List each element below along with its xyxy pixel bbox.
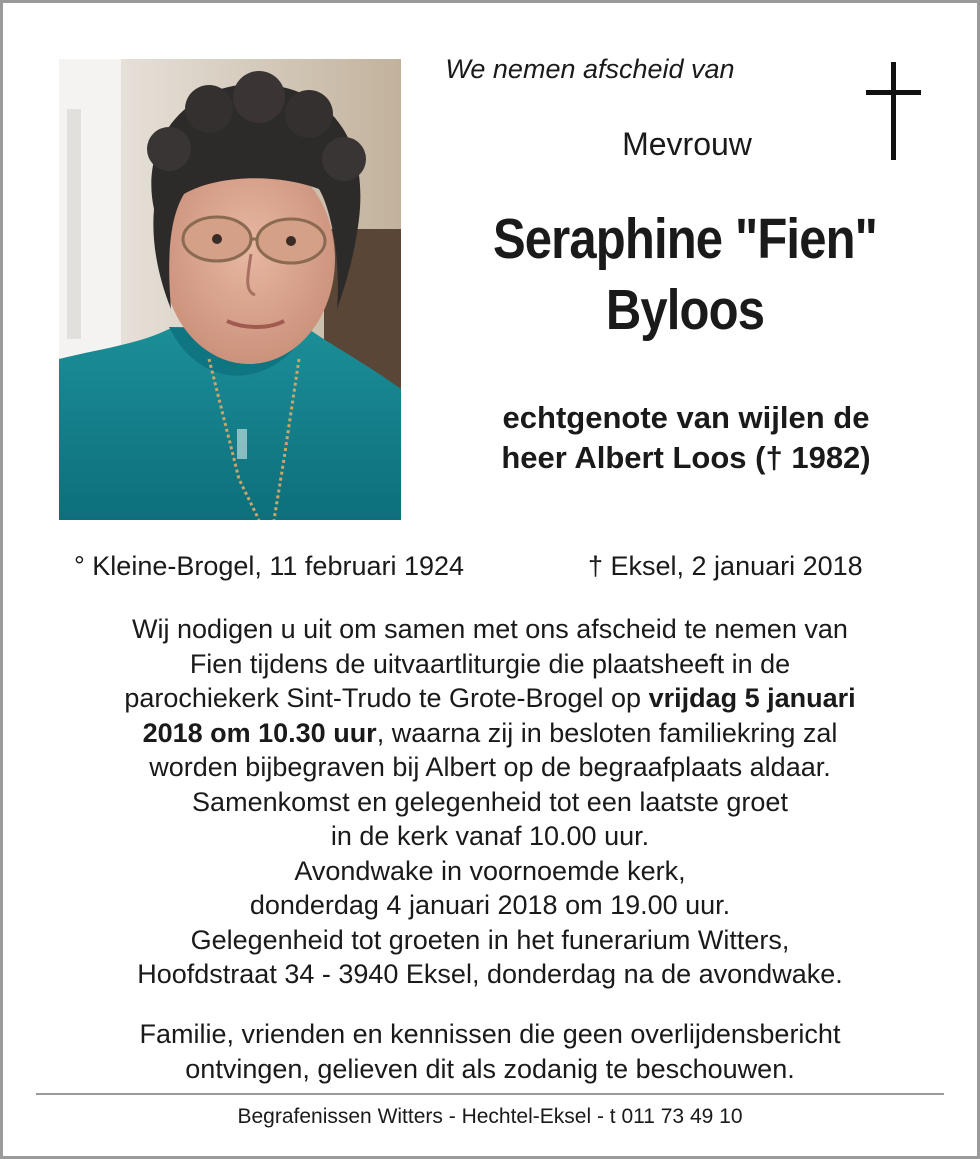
invitation-line: Wij nodigen u uit om samen met ons afscheid te nemen van [132, 614, 848, 644]
invitation-line [20, 681, 960, 716]
closing-line: Familie, vrienden en kennissen die geen overlijdensbericht [139, 1019, 841, 1049]
closing-text [20, 1017, 960, 1086]
spouse-line-2: heer Albert Loos († 1982) [501, 440, 871, 475]
name-line-1: Seraphine "Fien" [492, 207, 878, 271]
invitation-line: Hoofdstraat 34 - 3940 Eksel, donderdag na de avondwake. [137, 959, 843, 989]
invitation-line: donderdag 4 januari 2018 om 19.00 uur. [249, 890, 731, 920]
spouse-info [426, 398, 946, 478]
death-info: † Eksel, 2 januari 2018 [588, 551, 863, 581]
title-prefix: Mevrouw [622, 126, 752, 162]
spouse-line-1: echtgenote van wijlen de [502, 400, 870, 435]
invitation-line [20, 716, 960, 751]
name-line-2: Byloos [605, 278, 765, 342]
deceased-name [461, 204, 908, 346]
invitation-line: Avondwake in voornoemde kerk, [294, 855, 686, 886]
invitation-line: Samenkomst en gelegenheid tot een laatste groet [192, 786, 788, 817]
invitation-text [20, 612, 960, 992]
invitation-line: in de kerk vanaf 10.00 uur. [330, 821, 650, 851]
closing-line: ontvingen, gelieven dit als zodanig te beschouwen. [185, 1053, 795, 1084]
invitation-text-segment: parochiekerk Sint-Trudo te Grote-Brogel op [124, 683, 649, 713]
invitation-line: Fien tijdens de uitvaartliturgie die plaatsheeft in de [189, 648, 791, 679]
funeral-date: vrijdag 5 januari [648, 683, 856, 713]
funeral-time: 2018 om 10.30 uur [142, 717, 377, 748]
birth-info: ° Kleine-Brogel, 11 februari 1924 [74, 551, 465, 581]
funeral-home-footer: Begrafenissen Witters - Hechtel-Eksel - t 011 73 49 10 [237, 1105, 743, 1128]
invitation-text-segment: , waarna zij in besloten familiekring zal [376, 717, 838, 748]
intro-text: We nemen afscheid van [445, 54, 735, 84]
invitation-line: worden bijbegraven bij Albert op de begraafplaats aldaar. [149, 752, 831, 782]
invitation-line: Gelegenheid tot groeten in het funerarium Witters, [190, 924, 790, 955]
portrait-photo [59, 59, 401, 520]
footer-divider [36, 1093, 944, 1095]
